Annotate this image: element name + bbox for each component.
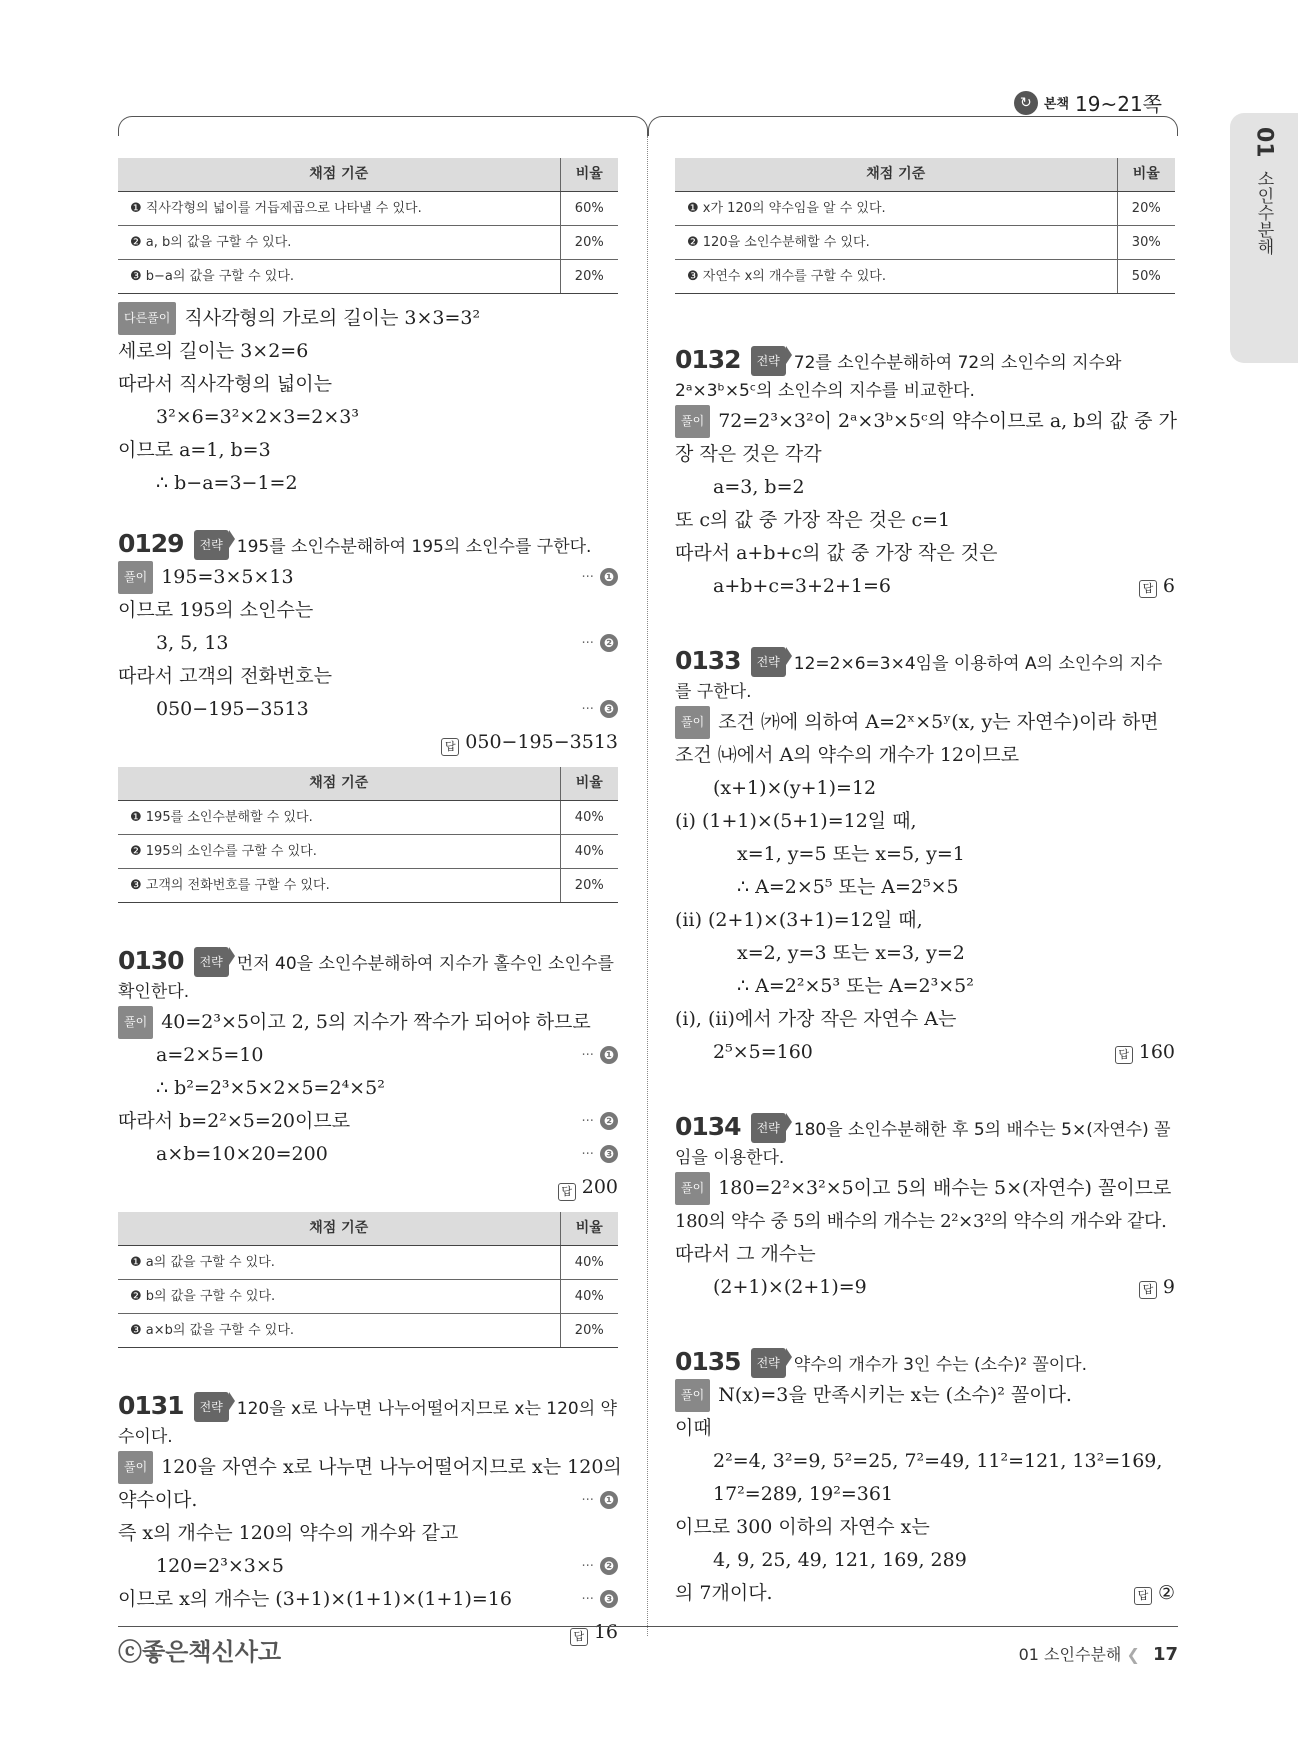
criteria-table: 채점 기준 비율 ❶ 195를 소인수분해할 수 있다. 40% ❷ 195의 소인수를 구할 수 있다. 40% ❸ 고객의 전화번호를 구할 수 있다. 20% [118, 767, 618, 903]
step-marker: ··· ❸ [581, 693, 618, 726]
answer-icon: 답 [1115, 1046, 1133, 1064]
criteria-table [118, 158, 618, 294]
page-number: 17 [1152, 1644, 1178, 1665]
right-column [675, 158, 1175, 1610]
problem-0134: 0134 전략 180을 소인수분해한 후 5의 배수는 5×(자연수) 꼴임을 이용한다. 풀이 180=2²×3²×5이고 5의 배수는 5×(자연수) 꼴이므로 180의 약수 중 5의 배수의 개수는 2²×3²의 약수의 개수와 같다. 따라서 그 개수는 (2+1)×(2+1)=9 답 9 [675, 1112, 1175, 1298]
footer-page-info [1019, 1642, 1178, 1665]
table-row: ❷ 195의 소인수를 구할 수 있다. 40% [118, 835, 618, 869]
page-reference [1014, 88, 1162, 117]
table-row: ❸ a×b의 값을 구할 수 있다. 20% [118, 1314, 618, 1348]
publisher-logo: ⓒ좋은책신사고 [118, 1638, 282, 1666]
problem-0133: 0133 전략 12=2×6=3×4임을 이용하여 A의 소인수의 지수를 구한다. 풀이 조건 ㈎에 의하여 A=2ˣ×5ʸ(x, y는 자연수)이라 하면 조건 ㈏에서 A의 약수의 개수가 12이므로 (x+1)×(y+1)=12 (ⅰ) (1+1)×(5+1)=12일 때, x=1, y=5 또는 x=5, y=1 ∴ A=2×5⁵ 또는 A=2⁵×5 (ⅱ) (2+1)×(3+1)=12일 때, x=2, y=3 또는 x=3, y=2 ∴ A=2²×5³ 또는 A=2³×5² (ⅰ), (ⅱ)에서 가장 작은 자연수 A는 2⁵×5=160 답 160 [675, 646, 1175, 1063]
criteria-table: 채점 기준 비율 ❶ a의 값을 구할 수 있다. 40% ❷ b의 값을 구할 수 있다. 40% ❸ a×b의 값을 구할 수 있다. 20% [118, 1212, 618, 1348]
step-marker: ··· ❶ [581, 1039, 618, 1072]
table-row: ❷ a, b의 값을 구할 수 있다. 20% [118, 226, 618, 260]
problem-0135: 0135 전략 약수의 개수가 3인 수는 (소수)² 꼴이다. 풀이 N(x)=3을 만족시키는 x는 (소수)² 꼴이다. 이때 2²=4, 3²=9, 5²=25, 7²=49, 11²=121, 13²=169, 17²=289, 19²=361 이므로 300 이하의 자연수 x는 4, 9, 25, 49, 121, 169, 289 의 7개이다. 답 ② [675, 1347, 1175, 1604]
answer-icon: 답 [558, 1183, 576, 1201]
problem-0129: 0129 전략 195를 소인수분해하여 195의 소인수를 구한다. 풀이 195=3×5×13 ··· ❶ 이므로 195의 소인수는 3, 5, 13 ··· ❷ 따라서 고객의 전화번호는 050−195−3513 ··· ❸ 답 050−195−3513 [118, 530, 618, 759]
footer-rule [118, 1626, 1178, 1627]
step-marker: ··· ❸ [581, 1583, 618, 1616]
table-header-ratio: 비율 [560, 158, 618, 192]
step-marker: ··· ❶ [581, 1484, 618, 1517]
answer-icon: 답 [1139, 580, 1157, 598]
answer-icon: 답 [1139, 1281, 1157, 1299]
table-row: ❶ 직사각형의 넓이를 거듭제곱으로 나타낼 수 있다. 60% [118, 192, 618, 226]
table-row: ❷ b의 값을 구할 수 있다. 40% [118, 1280, 618, 1314]
alt-solution: 다른풀이 직사각형의 가로의 길이는 3×3=3² 세로의 길이는 3×2=6 따라서 직사각형의 넓이는 3²×6=3²×2×3=2×3³ 이므로 a=1, b=3 ∴ b−a=3−1=2 [118, 302, 618, 500]
problem-0130: 0130 전략 먼저 40을 소인수분해하여 지수가 홀수인 소인수를 확인한다. 풀이 40=2³×5이고 2, 5의 지수가 짝수가 되어야 하므로 a=2×5=10 ··· ❶ ∴ b²=2³×5×2×5=2⁴×5² 따라서 b=2²×5=20이므로 ··· ❷ a×b=10×20=200 ··· ❸ 답 200 [118, 947, 618, 1204]
step-marker: ··· ❸ [581, 1138, 618, 1171]
problem-0131: 0131 전략 120을 x로 나누면 나누어떨어지므로 x는 120의 약수이다. 풀이 120을 자연수 x로 나누면 나누어떨어지므로 x는 120의 약수이다. ··· ❶ 즉 x의 개수는 120의 약수의 개수와 같고 120=2³×3×5 ··· ❷ 이므로 x의 개수는 (3+1)×(1+1)×(1+1)=16 ··· ❸ 답 16 [118, 1392, 618, 1649]
table-row: ❶ a의 값을 구할 수 있다. 40% [118, 1246, 618, 1280]
step-marker: ··· ❷ [581, 627, 618, 660]
answer-icon: 답 [1134, 1587, 1152, 1605]
answer: 답 050−195−3513 [118, 726, 618, 759]
step-marker: ··· ❷ [581, 1550, 618, 1583]
strategy-text: 195를 소인수분해하여 195의 소인수를 구한다. [236, 537, 592, 557]
table-row: ❶ 195를 소인수분해할 수 있다. 40% [118, 801, 618, 835]
chapter-number: 01 [1251, 127, 1277, 158]
step-marker: ··· ❶ [581, 561, 618, 594]
chapter-name: 소인수분해 [1253, 169, 1274, 255]
chevron-left-icon: ❮ [1126, 1645, 1140, 1664]
table-row: ❸ b−a의 값을 구할 수 있다. 20% [118, 260, 618, 294]
table-row: ❷ 120을 소인수분해할 수 있다. 30% [675, 226, 1175, 260]
solution-tag: 풀이 [118, 561, 153, 594]
problem-number: 0129 [118, 529, 184, 558]
column-divider [647, 136, 648, 1636]
strategy-tag: 전략 [194, 530, 229, 560]
step-marker: ··· ❷ [581, 1105, 618, 1138]
footer-chapter: 01 소인수분해 [1018, 1645, 1122, 1664]
alt-solution-tag: 다른풀이 [118, 302, 176, 335]
ref-pages: 19~21쪽 [1075, 92, 1162, 116]
criteria-table: 채점 기준 비율 ❶ x가 120의 약수임을 알 수 있다. 20% ❷ 120을 소인수분해할 수 있다. 30% ❸ 자연수 x의 개수를 구할 수 있다. 50% [675, 158, 1175, 294]
left-column [118, 158, 622, 1649]
right-column-frame [648, 116, 1178, 136]
left-column-frame [118, 116, 648, 136]
table-row: ❸ 고객의 전화번호를 구할 수 있다. 20% [118, 869, 618, 903]
ref-label: 본책 [1043, 97, 1070, 112]
answer-icon: 답 [570, 1628, 588, 1646]
table-row: ❶ x가 120의 약수임을 알 수 있다. 20% [675, 192, 1175, 226]
table-header-criteria: 채점 기준 [118, 158, 560, 192]
curved-arrow-icon: ↻ [1014, 91, 1038, 115]
chapter-side-tab [1230, 113, 1298, 363]
answer-icon: 답 [441, 738, 459, 756]
table-row: ❸ 자연수 x의 개수를 구할 수 있다. 50% [675, 260, 1175, 294]
problem-0132: 0132 전략 72를 소인수분해하여 72의 소인수의 지수와 2ᵃ×3ᵇ×5ᶜ의 소인수의 지수를 비교한다. 풀이 72=2³×3²이 2ᵃ×3ᵇ×5ᶜ의 약수이므로 a, b의 값 중 가 장 작은 것은 각각 a=3, b=2 또 c의 값 중 가장 작은 것은 c=1 따라서 a+b+c의 값 중 가장 작은 것은 a+b+c=3+2+1=6 답 6 [675, 345, 1177, 597]
